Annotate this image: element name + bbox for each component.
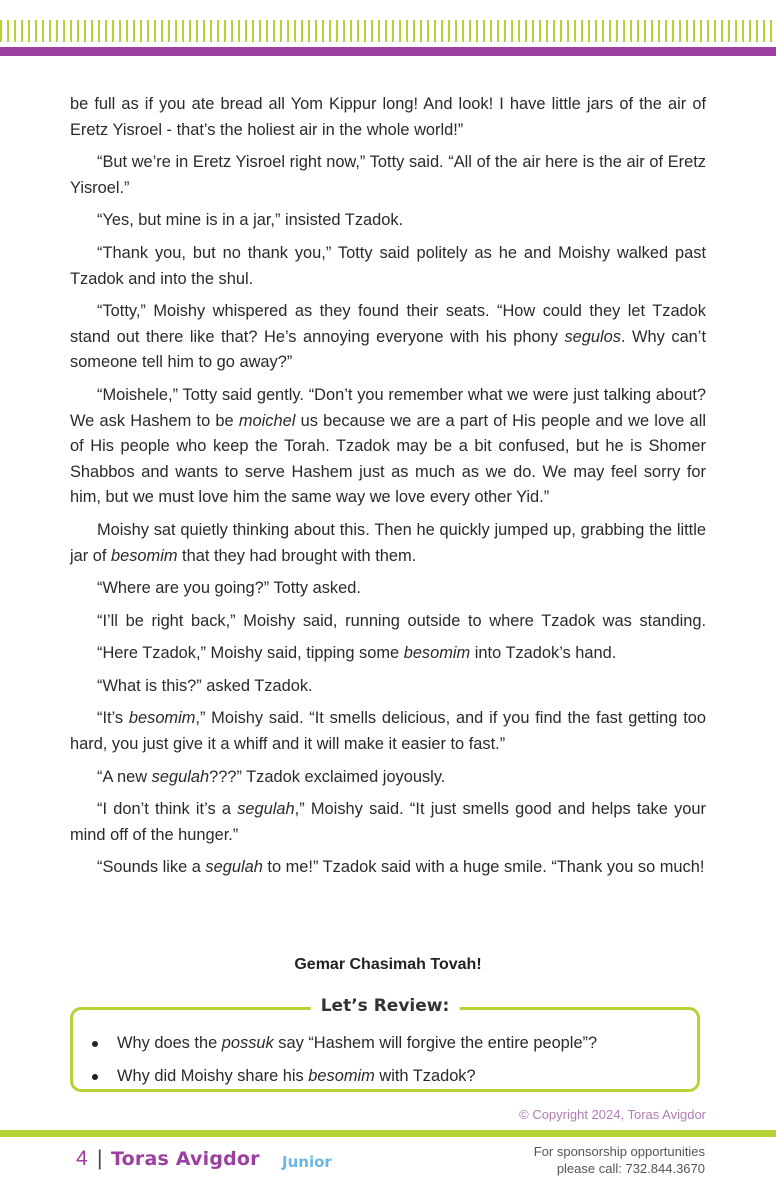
story-text: [70, 92, 706, 888]
text-run: “It’s: [97, 709, 129, 728]
story-paragraph: [70, 609, 706, 635]
text-run: “I’ll be right back,” Moishy said, running outside to where Tzadok was standing.: [97, 611, 706, 630]
story-paragraph: [70, 674, 706, 700]
page-separator: |: [97, 1147, 103, 1170]
text-run: Why did Moishy share his: [117, 1067, 309, 1085]
top-stripe-decoration: [0, 20, 776, 42]
text-run: “What is this?” asked Tzadok.: [97, 676, 313, 695]
text-run: “I don’t think it’s a: [97, 800, 238, 819]
closing-greeting: Gemar Chasimah Tovah!: [294, 956, 482, 973]
review-question: [89, 1060, 597, 1093]
story-paragraph: [70, 641, 706, 667]
story-paragraph: [70, 299, 706, 376]
page-number: 4: [76, 1147, 88, 1170]
review-question: [89, 1027, 597, 1060]
italic-term: besomim: [111, 546, 178, 565]
text-run: into Tzadok’s hand.: [470, 644, 617, 663]
story-paragraph: [70, 518, 706, 569]
review-title: Let’s Review:: [311, 996, 460, 1016]
sponsorship-line-2: please call: 732.844.3670: [556, 1161, 705, 1176]
text-run: “Moishele,” Totty said gently. “Don’t you remember what we were just talking about? We ask Hashem to be: [70, 385, 706, 430]
text-run: us because we are a part of His people and we love all of His people who keep the Torah. Tzadok may be a bit confused, but he is Shomer Shabbos and wants to serve Hashem just as much as we do. We may feel sorry for him, but we must love him the same way we love every other Yid.”: [70, 411, 706, 507]
story-paragraph: [70, 576, 706, 602]
story-paragraph: [70, 150, 706, 201]
text-run: with Tzadok?: [374, 1067, 476, 1085]
bottom-color-bar: [0, 1130, 776, 1137]
story-paragraph: [70, 765, 706, 791]
story-paragraph: [70, 92, 706, 143]
copyright-notice: © Copyright 2024, Toras Avigdor: [519, 1107, 706, 1122]
text-run: “A new: [97, 767, 152, 786]
text-run: “Yes, but mine is in a jar,” insisted Tzadok.: [97, 211, 404, 230]
italic-term: segulos: [564, 327, 621, 346]
sponsorship-line-1: For sponsorship opportunities: [533, 1144, 705, 1159]
review-box: [70, 996, 700, 1092]
brand-logo-text: Toras Avigdor: [111, 1148, 260, 1170]
text-run: Why does the: [117, 1034, 222, 1052]
italic-term: besomim: [128, 709, 196, 728]
text-run: ???” Tzadok exclaimed joyously.: [209, 767, 446, 786]
story-paragraph: [70, 797, 706, 848]
text-run: Moishy sat quietly thinking about this. Then he quickly jumped up, grabbing the little jar of: [70, 520, 706, 565]
text-run: “Where are you going?” Totty asked.: [97, 579, 361, 598]
text-run: “Sounds like a: [97, 858, 206, 877]
text-run: to me!” Tzadok said with a huge smile. “Thank you so much!: [262, 858, 705, 877]
story-paragraph: [70, 208, 706, 234]
brand-logo-subtext: Junior: [282, 1153, 332, 1171]
text-run: ,” Moishy said. “It just smells good and helps take your mind off of the hunger.”: [70, 800, 706, 844]
italic-term: besomim: [403, 644, 471, 663]
text-run: “But we’re in Eretz Yisroel right now,” Totty said. “All of the air here is the air of Eretz Yisroel.”: [70, 153, 706, 197]
italic-term: possuk: [221, 1034, 274, 1052]
story-paragraph: [70, 855, 706, 881]
story-paragraph: [70, 383, 706, 511]
text-run: “Thank you, but no thank you,” Totty said politely as he and Moishy walked past Tzadok and into the shul.: [70, 243, 706, 288]
story-paragraph: [70, 706, 706, 757]
text-run: be full as if you ate bread all Yom Kippur long! And look! I have little jars of the air of Eretz Yisroel - that’s the holiest air in the whole world!”: [70, 95, 706, 139]
review-question-list: [89, 1027, 597, 1093]
italic-term: segulah: [151, 767, 210, 786]
italic-term: moichel: [238, 411, 296, 430]
italic-term: segulah: [237, 800, 295, 819]
text-run: . Why can’t someone tell him to go away?”: [70, 327, 706, 372]
text-run: “Totty,” Moishy whispered as they found their seats. “How could they let Tzadok stand out there like that? He’s annoying everyone with his phony: [70, 302, 706, 346]
story-paragraph: [70, 241, 706, 292]
top-color-bar: [0, 47, 776, 56]
text-run: that they had brought with them.: [177, 546, 417, 565]
sponsorship-info: [534, 1143, 705, 1177]
text-run: say “Hashem will forgive the entire people”?: [273, 1034, 598, 1052]
italic-term: segulah: [205, 858, 263, 877]
italic-term: besomim: [308, 1067, 375, 1085]
text-run: “Here Tzadok,” Moishy said, tipping some: [97, 644, 404, 663]
text-run: ,” Moishy said. “It smells delicious, and if you find the fast getting too hard, you just give it a whiff and it will make it easier to fast.”: [70, 709, 706, 754]
